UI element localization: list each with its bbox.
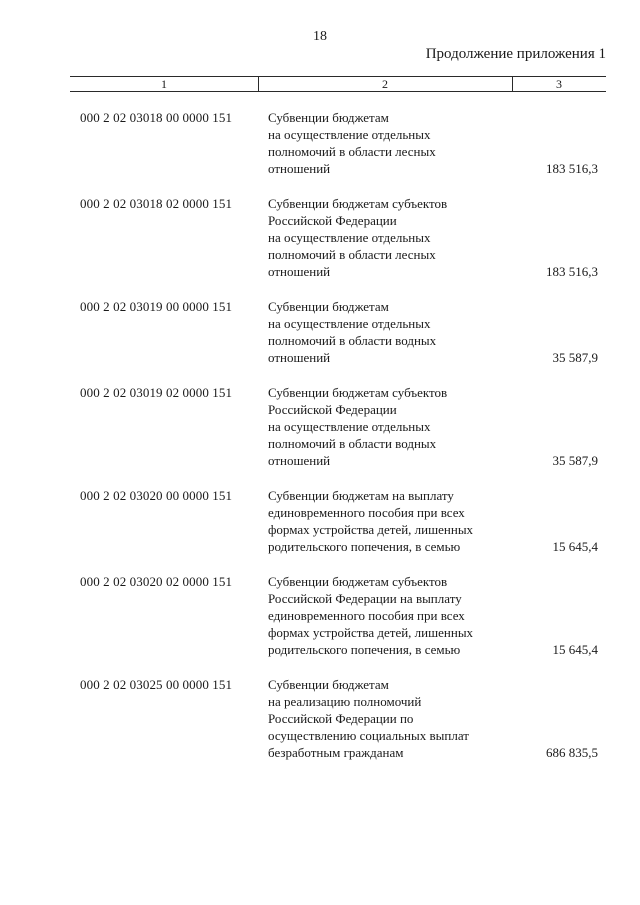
description-line: Субвенции бюджетам субъектов xyxy=(268,196,448,211)
description-line: на осуществление отдельных xyxy=(268,419,431,434)
description-line: Субвенции бюджетам xyxy=(268,299,389,314)
description-line: формах устройства детей, лишенных xyxy=(268,625,474,640)
column-header-1: 1 xyxy=(161,77,167,91)
description-line: Субвенции бюджетам xyxy=(268,677,389,692)
description-line: отношений xyxy=(268,453,331,468)
table-row xyxy=(0,109,640,177)
description-line: Российской Федерации xyxy=(268,213,397,228)
subsidy-description xyxy=(268,109,508,177)
description-line: на осуществление отдельных xyxy=(268,230,431,245)
amount: 15 645,4 xyxy=(552,642,598,657)
budget-code: 000 2 02 03020 00 0000 151 xyxy=(80,488,233,503)
description-line: на осуществление отдельных xyxy=(268,316,431,331)
description-line: родительского попечения, в семью xyxy=(268,642,461,657)
budget-code: 000 2 02 03020 02 0000 151 xyxy=(80,574,233,589)
table-row xyxy=(0,676,640,761)
amount: 35 587,9 xyxy=(552,453,598,468)
budget-code: 000 2 02 03025 00 0000 151 xyxy=(80,677,233,692)
subsidy-description xyxy=(268,573,508,658)
amount: 35 587,9 xyxy=(552,350,598,365)
amount: 183 516,3 xyxy=(546,264,598,279)
subsidy-description xyxy=(268,195,508,280)
amount: 686 835,5 xyxy=(546,745,598,760)
table-row xyxy=(0,298,640,366)
subsidy-description xyxy=(268,676,508,761)
description-line: отношений xyxy=(268,264,331,279)
table-body xyxy=(0,109,640,779)
description-line: формах устройства детей, лишенных xyxy=(268,522,474,537)
description-line: Российской Федерации на выплату xyxy=(268,591,462,606)
table-row xyxy=(0,573,640,658)
description-line: безработным гражданам xyxy=(268,745,404,760)
description-line: на реализацию полномочий xyxy=(268,694,422,709)
description-line: полномочий в области лесных xyxy=(268,144,436,159)
description-line: на осуществление отдельных xyxy=(268,127,431,142)
column-header-3: 3 xyxy=(556,77,562,91)
column-header-row xyxy=(70,76,606,92)
page-number: 18 xyxy=(313,29,327,44)
description-line: единовременного пособия при всех xyxy=(268,608,465,623)
budget-code: 000 2 02 03018 00 0000 151 xyxy=(80,110,233,125)
description-line: отношений xyxy=(268,161,331,176)
description-line: Субвенции бюджетам субъектов xyxy=(268,574,448,589)
description-line: полномочий в области лесных xyxy=(268,247,436,262)
description-line: полномочий в области водных xyxy=(268,333,437,348)
continuation-label: Продолжение приложения 1 xyxy=(425,46,606,62)
description-line: Субвенции бюджетам xyxy=(268,110,389,125)
description-line: Российской Федерации xyxy=(268,402,397,417)
budget-code: 000 2 02 03019 02 0000 151 xyxy=(80,385,233,400)
table-row xyxy=(0,384,640,469)
description-line: Субвенции бюджетам субъектов xyxy=(268,385,448,400)
description-line: осуществлению социальных выплат xyxy=(268,728,469,743)
description-line: полномочий в области водных xyxy=(268,436,437,451)
subsidy-description xyxy=(268,487,508,555)
subsidy-description xyxy=(268,384,508,469)
column-header-2: 2 xyxy=(382,77,388,91)
description-line: Российской Федерации по xyxy=(268,711,414,726)
amount: 183 516,3 xyxy=(546,161,598,176)
description-line: Субвенции бюджетам на выплату xyxy=(268,488,454,503)
table-row xyxy=(0,487,640,555)
description-line: единовременного пособия при всех xyxy=(268,505,465,520)
table-row xyxy=(0,195,640,280)
budget-code: 000 2 02 03018 02 0000 151 xyxy=(80,196,233,211)
amount: 15 645,4 xyxy=(552,539,598,554)
budget-code: 000 2 02 03019 00 0000 151 xyxy=(80,299,233,314)
description-line: отношений xyxy=(268,350,331,365)
description-line: родительского попечения, в семью xyxy=(268,539,461,554)
subsidy-description xyxy=(268,298,508,366)
